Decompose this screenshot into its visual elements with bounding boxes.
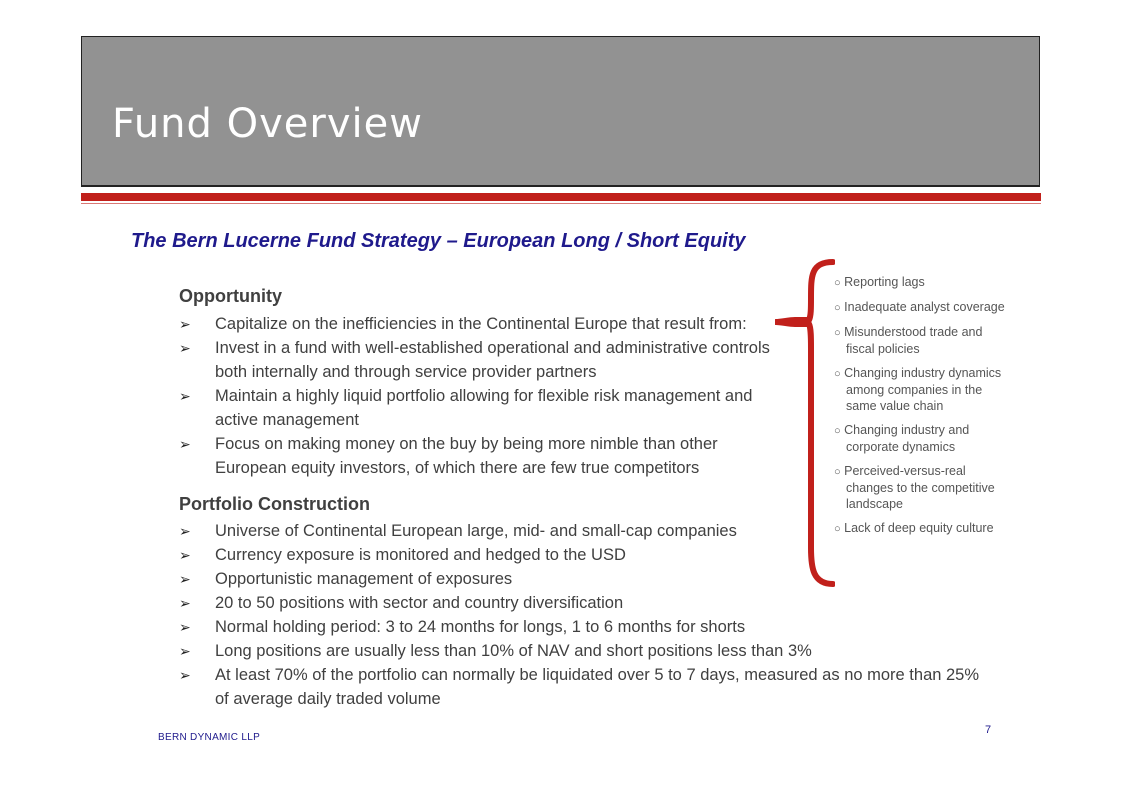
circle-bullet-icon: ○	[834, 327, 841, 339]
page-number: 7	[985, 724, 992, 736]
curly-brace-icon	[775, 258, 835, 588]
arrow-bullet-icon: ➢	[179, 595, 191, 611]
arrow-bullet-icon: ➢	[179, 523, 191, 539]
circle-bullet-icon: ○	[834, 523, 841, 535]
opportunity-list	[179, 312, 779, 480]
arrow-bullet-icon: ➢	[179, 667, 191, 683]
arrow-bullet-icon: ➢	[179, 643, 191, 659]
list-item: ➢ At least 70% of the portfolio can normally be liquidated over 5 to 7 days, measured as no more than 25% of average daily traded volume	[179, 663, 989, 711]
list-item: ○ Reporting lags	[834, 275, 925, 289]
arrow-bullet-icon: ➢	[179, 436, 191, 452]
construction-list	[179, 519, 989, 711]
list-item: ➢ 20 to 50 positions with sector and country diversification	[179, 591, 989, 615]
list-item: ○ Misunderstood trade and fiscal policies	[834, 325, 983, 356]
list-item: ➢ Maintain a highly liquid portfolio allowing for flexible risk management and active management	[179, 384, 779, 432]
arrow-bullet-icon: ➢	[179, 388, 191, 404]
list-item: ○ Changing industry dynamics among companies in the same value chain	[834, 366, 1002, 413]
list-item: ○ Perceived-versus-real changes to the competitive landscape	[834, 464, 995, 511]
list-item: ➢ Currency exposure is monitored and hedged to the USD	[179, 543, 989, 567]
list-item: ○ Changing industry and corporate dynamics	[834, 423, 970, 454]
list-item: ➢ Focus on making money on the buy by being more nimble than other European equity investors, of which there are few true competitors	[179, 432, 779, 480]
list-item: ➢ Invest in a fund with well-established operational and administrative controls both internally and through service provider partners	[179, 336, 779, 384]
opportunity-heading: Opportunity	[179, 286, 282, 306]
list-item: ○ Lack of deep equity culture	[834, 521, 994, 535]
arrow-bullet-icon: ➢	[179, 619, 191, 635]
arrow-bullet-icon: ➢	[179, 316, 191, 332]
circle-bullet-icon: ○	[834, 277, 841, 289]
list-item: ➢ Capitalize on the inefficiencies in the Continental Europe that result from:	[179, 312, 779, 336]
footer-company: BERN DYNAMIC LLP	[158, 732, 261, 743]
arrow-bullet-icon: ➢	[179, 340, 191, 356]
title-divider-thin	[81, 203, 1041, 204]
inefficiency-list	[834, 274, 1009, 545]
circle-bullet-icon: ○	[834, 368, 841, 380]
arrow-bullet-icon: ➢	[179, 547, 191, 563]
list-item: ○ Inadequate analyst coverage	[834, 300, 1005, 314]
list-item: ➢ Universe of Continental European large, mid- and small-cap companies	[179, 519, 989, 543]
construction-heading: Portfolio Construction	[179, 494, 370, 514]
circle-bullet-icon: ○	[834, 302, 841, 314]
title-bar	[81, 36, 1040, 187]
slide-title: Fund Overview	[112, 101, 423, 147]
list-item: ➢ Normal holding period: 3 to 24 months for longs, 1 to 6 months for shorts	[179, 615, 989, 639]
list-item: ➢ Opportunistic management of exposures	[179, 567, 989, 591]
list-item: ➢ Long positions are usually less than 10% of NAV and short positions less than 3%	[179, 639, 989, 663]
slide-subtitle: The Bern Lucerne Fund Strategy – European Long / Short Equity	[131, 230, 746, 252]
circle-bullet-icon: ○	[834, 425, 841, 437]
title-divider	[81, 193, 1041, 201]
circle-bullet-icon: ○	[834, 466, 841, 478]
arrow-bullet-icon: ➢	[179, 571, 191, 587]
